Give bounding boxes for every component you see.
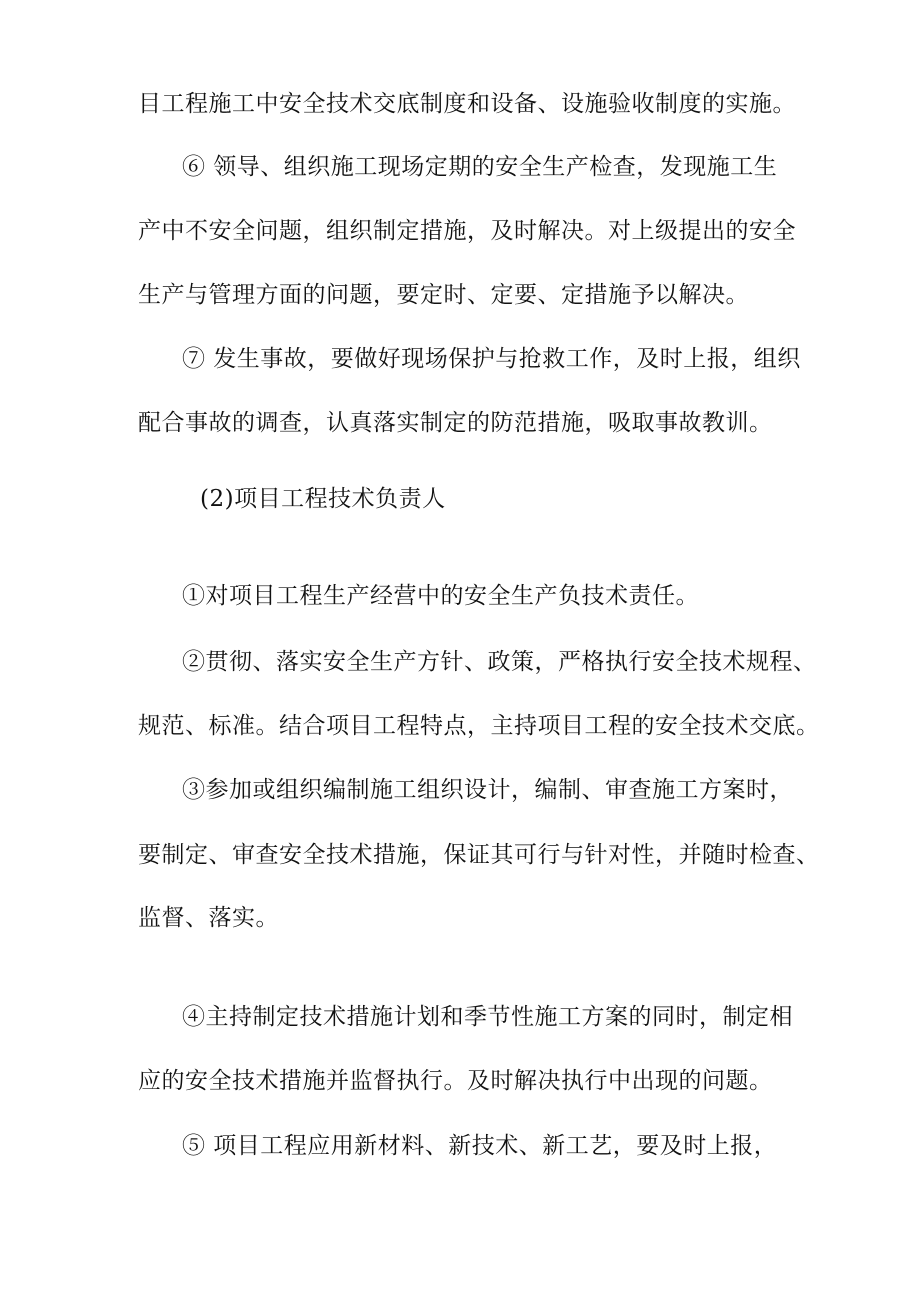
- text-line-14: ④主持制定技术措施计划和季节性施工方案的同时，制定相: [182, 1004, 793, 1030]
- text-line-5: ⑦ 发生事故，要做好现场保护与抢救工作，及时上报，组织: [182, 346, 801, 372]
- text-line-1: 目工程施工中安全技术交底制度和设备、设施验收制度的实施。: [138, 91, 796, 117]
- text-line-11: ③参加或组织编制施工组织设计，编制、审查施工方案时，: [182, 777, 793, 803]
- section-heading: (2)项目工程技术负责人: [200, 486, 446, 512]
- text-line-2: ⑥ 领导、组织施工现场定期的安全生产检查，发现施工生: [182, 154, 778, 180]
- text-line-10: 规范、标准。结合项目工程特点，主持项目工程的安全技术交底。: [138, 713, 820, 739]
- text-line-6: 配合事故的调查，认真落实制定的防范措施，吸取事故教训。: [138, 410, 773, 436]
- text-line-3: 产中不安全问题，组织制定措施，及时解决。对上级提出的安全: [138, 218, 796, 244]
- text-line-4: 生产与管理方面的问题，要定时、定要、定措施予以解决。: [138, 282, 749, 308]
- text-line-15: 应的安全技术措施并监督执行。及时解决执行中出现的问题。: [138, 1068, 773, 1094]
- text-line-13: 监督、落实。: [138, 905, 279, 931]
- text-line-9: ②贯彻、落实安全生产方针、政策，严格执行安全技术规程、: [182, 649, 817, 675]
- text-line-16: ⑤ 项目工程应用新材料、新技术、新工艺，要及时上报，: [182, 1133, 778, 1159]
- text-line-12: 要制定、审查安全技术措施，保证其可行与针对性，并随时检查、: [138, 842, 820, 868]
- text-line-8: ①对项目工程生产经营中的安全生产负技术责任。: [182, 583, 699, 609]
